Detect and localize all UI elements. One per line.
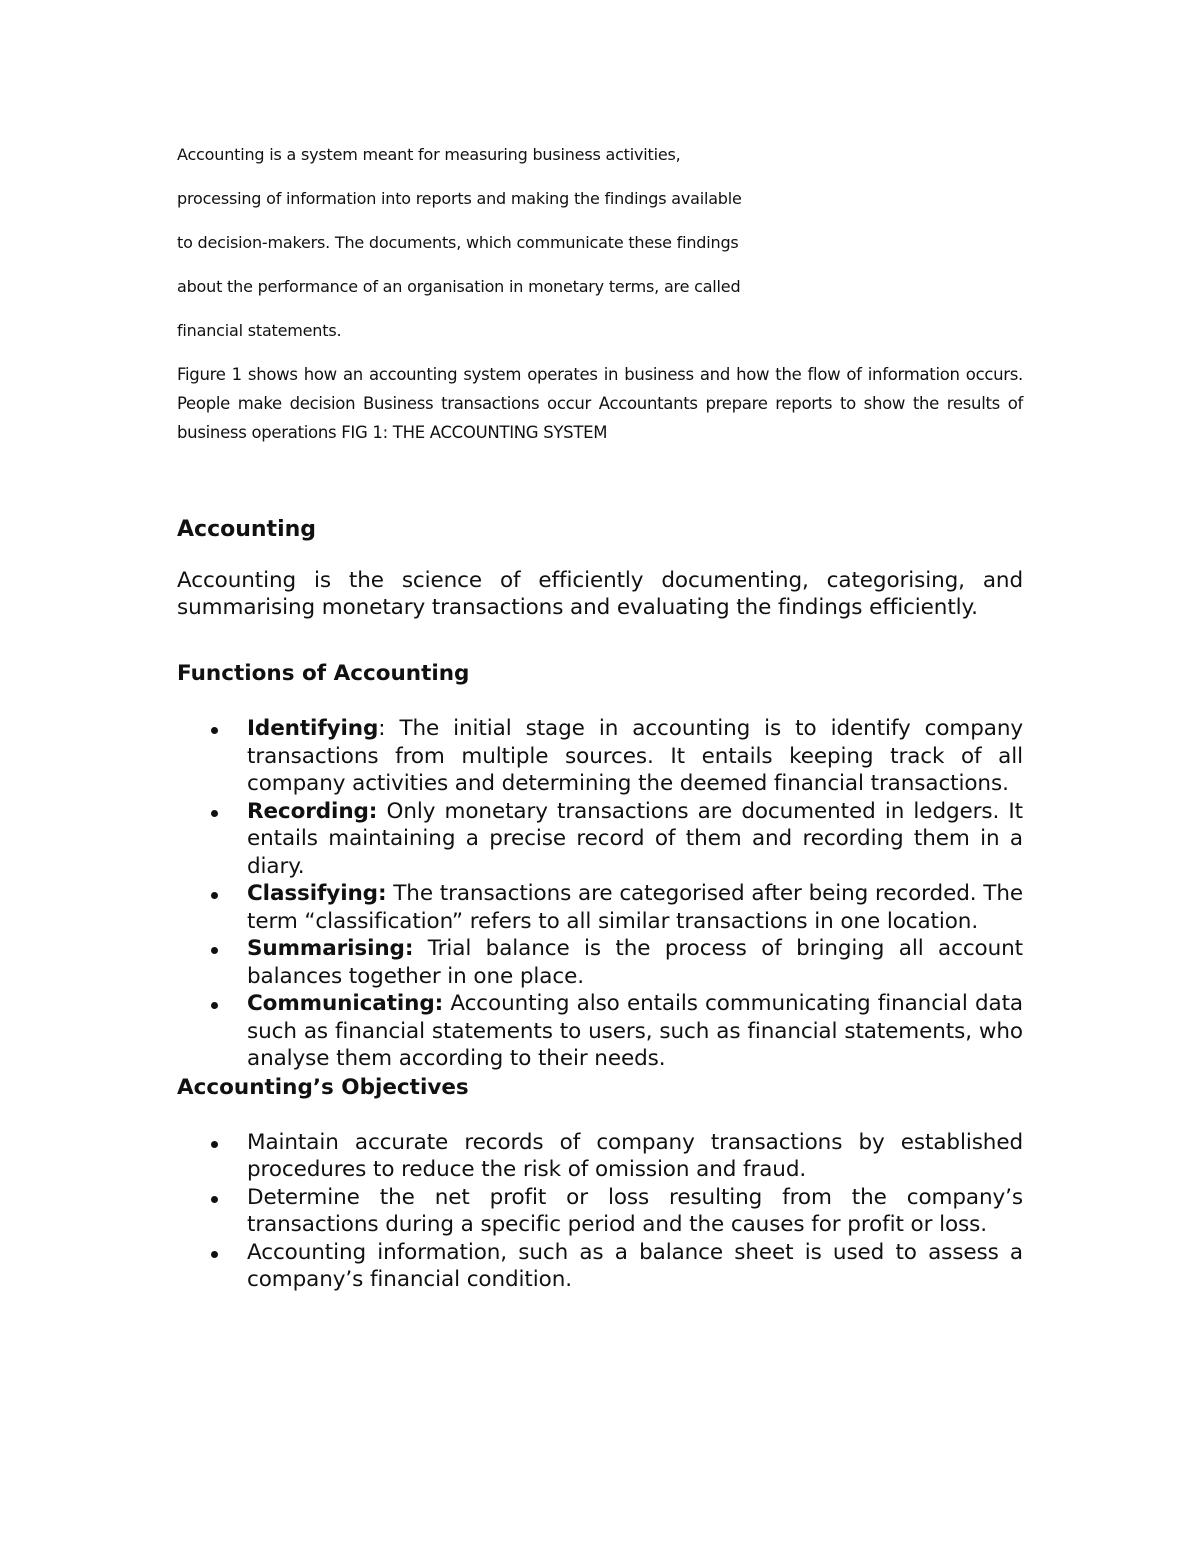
function-item-communicating: [177, 990, 1023, 1073]
function-item-classifying: [177, 880, 1023, 935]
bullet-icon: [211, 810, 218, 817]
function-item-recording: [177, 798, 1023, 881]
function-text: Trial balance is the process of bringing all account balances together in one place.: [247, 936, 1023, 989]
intro-line: financial statements.: [177, 321, 342, 340]
intro-section: [177, 140, 1023, 447]
function-text: Accounting also entails communicating financial data such as financial statements to users, such as financial statements, who analyse them according to their needs.: [247, 991, 1023, 1071]
bullet-icon: [211, 1141, 218, 1148]
bullet-icon: [211, 1002, 218, 1009]
bullet-icon: [211, 947, 218, 954]
functions-heading: Functions of Accounting: [177, 661, 470, 686]
bullet-icon: [211, 892, 218, 899]
function-item-summarising: [177, 935, 1023, 990]
objective-item: [177, 1239, 1023, 1294]
function-term-separator: :: [378, 716, 386, 741]
document-body: [177, 140, 1023, 1294]
intro-line: Accounting is a system meant for measuring business activities,: [177, 145, 681, 164]
function-term: Classifying:: [247, 881, 387, 906]
objectives-heading: Accounting’s Objectives: [177, 1074, 469, 1100]
objective-item: [177, 1184, 1023, 1239]
accounting-heading: Accounting: [177, 517, 317, 542]
function-text: The initial stage in accounting is to identify company transactions from multiple sources. It entails keeping track of all company activities and determining the deemed financial transactions.: [247, 716, 1023, 796]
objective-text: Determine the net profit or loss resulting from the company’s transactions during a specific period and the causes for profit or loss.: [247, 1184, 1023, 1237]
objective-text: Accounting information, such as a balance sheet is used to assess a company’s financial condition.: [247, 1239, 1023, 1292]
functions-list: [177, 715, 1023, 1073]
function-term: Identifying: [247, 716, 379, 741]
function-term: Communicating:: [247, 991, 444, 1016]
function-item-identifying: [177, 715, 1023, 798]
objective-text: Maintain accurate records of company transactions by established procedures to reduce the risk of omission and fraud.: [247, 1129, 1023, 1182]
intro-line: processing of information into reports and making the findings available: [177, 189, 742, 208]
function-term: Recording:: [247, 798, 378, 824]
intro-line: to decision-makers. The documents, which communicate these findings: [177, 233, 739, 252]
intro-line: about the performance of an organisation in monetary terms, are called: [177, 277, 741, 296]
bullet-icon: [211, 727, 218, 734]
function-text: The transactions are categorised after being recorded. The term “classification” refers to all similar transactions in one location.: [247, 881, 1023, 934]
objectives-list: [177, 1129, 1023, 1294]
bullet-icon: [211, 1251, 218, 1258]
objective-item: [177, 1129, 1023, 1184]
bullet-icon: [211, 1196, 218, 1203]
figure-description: Figure 1 shows how an accounting system operates in business and how the flow of information occurs. People make decision Business transactions occur Accountants prepare reports to show the results of business operations FIG 1: THE ACCOUNTING SYSTEM: [177, 365, 1023, 442]
function-term: Summarising:: [247, 936, 414, 961]
accounting-definition: Accounting is the science of efficiently documenting, categorising, and summarising monetary transactions and evaluating the findings efficiently.: [177, 568, 1023, 620]
function-text: Only monetary transactions are documented in ledgers. It entails maintaining a precise record of them and recording them in a diary.: [247, 798, 1023, 879]
